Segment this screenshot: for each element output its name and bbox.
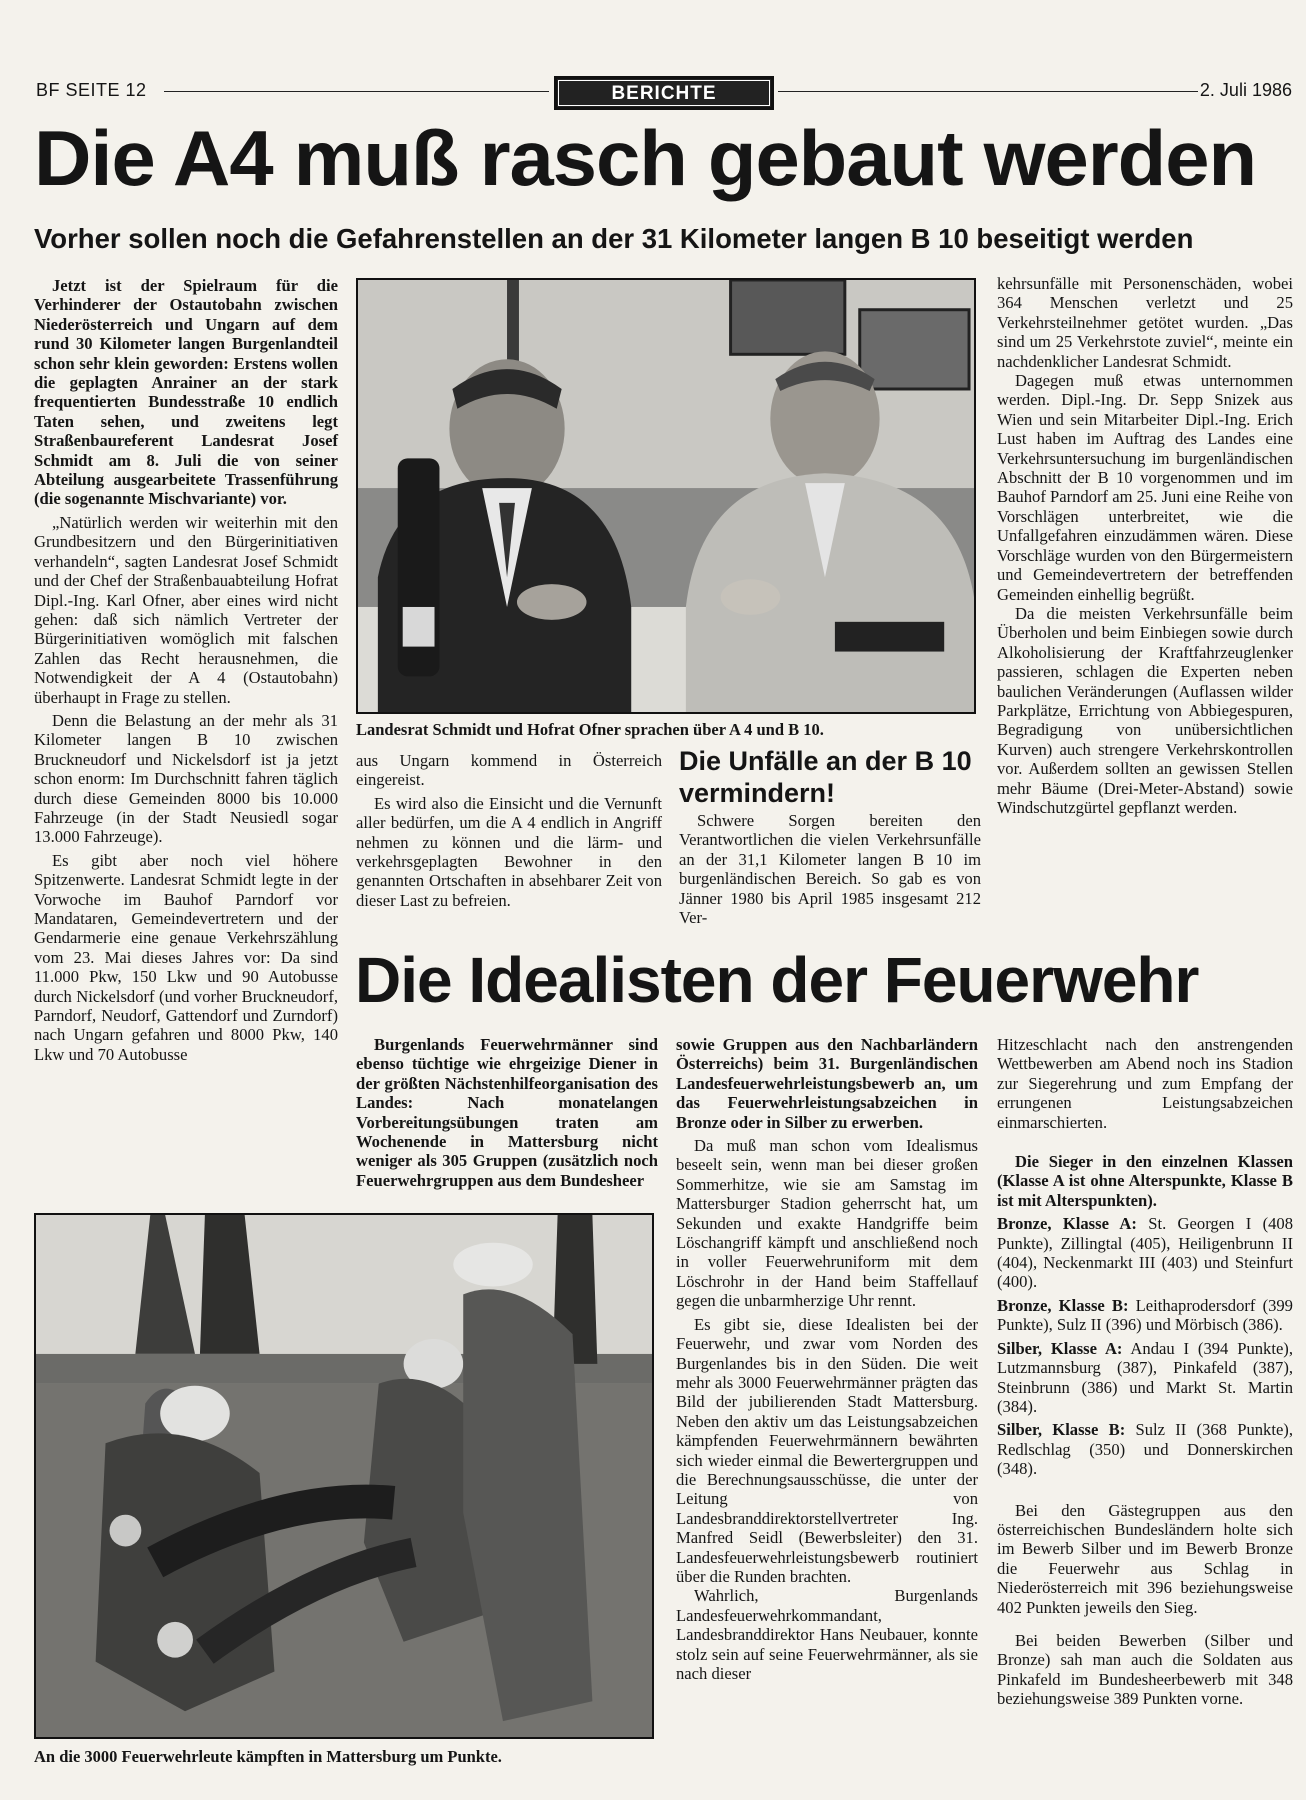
headline: Die A4 muß rasch gebaut werden bbox=[34, 114, 1257, 202]
article1-paragraph: Es wird also die Einsicht und die Vernunft aller bedürfen, um die A 4 endlich in Angriff nehmen zu können und die lärm- und verkehrsgeplagten Bewohner in den genannten Ortschaften in absehbarer Zeit von dieser Last zu befreien. bbox=[356, 793, 662, 910]
folio-rule-right bbox=[778, 91, 1198, 92]
winner-entry: Bronze, Klasse B: Leithaprodersdorf (399 Punkte), Sulz II (396) und Mörbisch (386). bbox=[997, 1295, 1293, 1335]
subheadline: Vorher sollen noch die Gefahrenstellen an der 31 Kilometer langen B 10 beseitigt werden bbox=[34, 223, 1194, 254]
article1-column-1 bbox=[34, 276, 338, 1064]
article2-paragraph: Wahrlich, Burgenlands Landesfeuerwehrkommandant, Landesbranddirektor Hans Neubauer, konnte stolz sein auf seine Feuerwehrmänner, als sie nach dieser bbox=[676, 1586, 978, 1683]
winner-entry: Bronze, Klasse A: St. Georgen I (408 Punkte), Zillingtal (405), Heiligenbrunn II (404), Neckenmarkt III (403) und Steinfurt (400). bbox=[997, 1214, 1293, 1292]
article1-paragraph: Schwere Sorgen bereiten den Verantwortlichen die vielen Verkehrsunfälle an der 31,1 Kilometer langen B 10 im burgenländischen Bereich. So gab es von Jänner 1980 bis April 1985 insgesamt 212 Ver- bbox=[679, 811, 981, 928]
section-label: BERICHTE bbox=[554, 76, 774, 110]
feuerwehr-headline: Die Idealisten der Feuerwehr bbox=[355, 944, 1199, 1016]
crosshead: Die Unfälle an der B 10 vermindern! bbox=[679, 746, 972, 808]
folio-line bbox=[36, 76, 1292, 106]
page-number: BF SEITE 12 bbox=[36, 80, 147, 100]
winner-entry: Silber, Klasse B: Sulz II (368 Punkte), Redlschlag (350) und Donnerskirchen (348). bbox=[997, 1420, 1293, 1479]
firefighters-photo-caption: An die 3000 Feuerwehrleute kämpften in Mattersburg um Punkte. bbox=[34, 1747, 502, 1766]
article1-column-2 bbox=[356, 751, 662, 910]
winners-intro: Die Sieger in den einzelnen Klassen (Klasse A ist ohne Alterspunkte, Klasse B ist mit Alterspunkten). bbox=[997, 1152, 1293, 1210]
article1-paragraph: Da die meisten Verkehrsunfälle beim Überholen und beim Einbiegen sowie durch Alkoholisierung der Kraftfahrzeuglenker passieren, schlagen die Experten neben baulichen Veränderungen (Auflassen wilder Parkplätze, Errichtung von Abbiegespuren, Begradigung von unübersichtlichen Kurven) auch strengere Verkehrskontrollen vor. Außerdem sollten an gewissen Stellen mehr Bäume (Drei-Meter-Abstand) sowie Windschutzgürtel gepflanzt werden. bbox=[997, 603, 1293, 817]
article2-column-3 bbox=[997, 1035, 1293, 1709]
article2-paragraph: Bei den Gästegruppen aus den österreichischen Bundesländern holte sich im Bewerb Silber und im Bewerb Bronze die Feuerwehr aus Schlag in Niederösterreich mit 396 beziehungsweise 402 Punkten jeweils den Sieg. bbox=[997, 1500, 1293, 1617]
folio-rule-left bbox=[164, 91, 549, 92]
article2-paragraph: Es gibt sie, diese Idealisten bei der Feuerwehr, und zwar vom Norden des Burgenlandes bis in den Süden. Die weit mehr als 3000 Feuerwehrmänner prägten das Bild der jubilierenden Stadt Mattersburg. Neben den aktiv um das Leistungsabzeichen kämpfenden Feuerwehrmännern bewährten sich wieder einmal die Bewertergruppen und die Berechnungsausschüsse, die unter der Leitung von Landesbranddirektorstellvertreter Ing. Manfred Seidl (Bewerbsleiter) den 31. Landesfeuerwehrleistungsbewerb routiniert über die Runden brachten. bbox=[676, 1314, 978, 1586]
article2-paragraph: Da muß man schon vom Idealismus beseelt sein, wenn man bei dieser großen Sommerhitze, wie sie am Samstag im Mattersburger Stadion geherrscht hat, um Sekunden und exakte Handgriffe beim Löschangriff kämpft und anschließend noch in voller Feuerwehruniform mit dem Löschrohr in der Hand beim Staffellauf gegen die unbarmherzige Uhr rennt. bbox=[676, 1136, 978, 1311]
politicians-photo bbox=[356, 278, 976, 714]
article1-column-3 bbox=[679, 811, 981, 927]
article1-paragraph: „Natürlich werden wir weiterhin mit den Grundbesitzern und den Bürgerinitiativen verhandeln“, sagten Landesrat Josef Schmidt und der Chef der Straßenbauabteilung Hofrat Dipl.-Ing. Karl Ofner, aber eines wird nicht gehen: daß sich nämlich Vertreter der Bürgerinitiativen womöglich mit falschen Zahlen das Recht herausnehmen, die Notwendigkeit der A 4 (Ostautobahn) überhaupt in Frage zu stellen. bbox=[34, 512, 338, 707]
article2-column-2 bbox=[676, 1035, 978, 1683]
article1-paragraph: Denn die Belastung an der mehr als 31 Kilometer langen B 10 zwischen Bruckneudorf und Nickelsdorf ist ja jetzt schon enorm: Im Durchschnitt fahren täglich durch diese Gemeinden 8000 bis 10.000 Fahrzeuge (in der Stadt Neusiedl sogar 13.000 Fahrzeuge). bbox=[34, 710, 338, 847]
article2-paragraph: Bei beiden Bewerben (Silber und Bronze) sah man auch die Soldaten aus Pinkafeld im Bundesheerbewerb mit 348 beziehungsweise 389 Punkten vorne. bbox=[997, 1630, 1293, 1709]
article1-lead: Jetzt ist der Spielraum für die Verhinderer der Ostautobahn zwischen Niederösterreich und Ungarn auf dem rund 30 Kilometer langen Burgenlandteil schon sehr klein geworden: Erstens wollen die geplagten Anrainer an der stark frequentierten Bundesstraße 10 endlich Taten sehen, und zweitens legt Straßenbaureferent Landesrat Josef Schmidt am 8. Juli die von seiner Abteilung ausgearbeitete Trassenführung (die sogenannte Mischvariante) vor. bbox=[34, 276, 338, 509]
winner-entry: Silber, Klasse A: Andau I (394 Punkte), Lutzmannsburg (387), Pinkafeld (387), Steinbrunn (386) und Markt St. Martin (384). bbox=[997, 1338, 1293, 1416]
article2-paragraph: Hitzeschlacht nach den anstrengenden Wettbewerben am Abend noch ins Stadion zur Siegerehrung und zum Empfang der errungenen Leistungsabzeichen einmarschierten. bbox=[997, 1035, 1293, 1132]
issue-date: 2. Juli 1986 bbox=[1199, 80, 1292, 100]
firefighters-photo bbox=[34, 1213, 654, 1739]
article1-paragraph: Es gibt aber noch viel höhere Spitzenwerte. Landesrat Schmidt legte in der Vorwoche im Bauhof Parndorf vor Mandataren, Gemeindevertretern und der Gendarmerie eine genaue Verkehrszählung vom 23. Mai dieses Jahres vor: Da sind 11.000 Pkw, 150 Lkw und 90 Autobusse durch Nickelsdorf (und vorher Bruckneudorf, Parndorf, Neudorf, Gattendorf und Zurndorf) nach Ungarn gefahren und 8000 Pkw, 140 Lkw und 70 Autobusse bbox=[34, 850, 338, 1064]
article2-lead-column bbox=[356, 1035, 658, 1190]
article1-paragraph: aus Ungarn kommend in Österreich eingereist. bbox=[356, 751, 662, 790]
article2-lead: Burgenlands Feuerwehrmänner sind ebenso tüchtige wie ehrgeizige Diener in der größten Nächstenhilfeorganisation des Landes: Nach monatelangen Vorbereitungsübungen traten am Wochenende in Mattersburg nicht weniger als 305 Gruppen (zusätzlich noch Feuerwehrgruppen aus dem Bundesheer bbox=[356, 1035, 658, 1190]
politicians-photo-caption: Landesrat Schmidt und Hofrat Ofner sprachen über A 4 und B 10. bbox=[356, 720, 824, 739]
article1-paragraph: kehrsunfälle mit Personenschäden, wobei 364 Menschen verletzt und 25 Verkehrsteilnehmer getötet wurden. „Das sind um 25 Verkehrstote zuviel“, meinte ein nachdenklicher Landesrat Schmidt. bbox=[997, 274, 1293, 371]
article1-paragraph: Dagegen muß etwas unternommen werden. Dipl.-Ing. Dr. Sepp Snizek aus Wien und sein Mitarbeiter Dipl.-Ing. Erich Lust haben im Auftrag des Landes eine Verkehrsuntersuchung im burgenländischen Abschnitt der B 10 vorgenommen und im Bauhof Parndorf am 25. Juni eine Reihe von Vorschlägen unterbreitet, wie die Unfallgefahren einzudämmen wären. Diese Vorschläge wurden von den Bürgermeistern und Gemeindevertretern der betreffenden Gemeinden einhellig begrüßt. bbox=[997, 371, 1293, 604]
article2-lead-continued: sowie Gruppen aus den Nachbarländern Österreichs) beim 31. Burgenländischen Landesfeuerwehrleistungsbewerb an, um das Feuerwehrleistungsabzeichen in Bronze oder in Silber zu erwerben. bbox=[676, 1035, 978, 1132]
article1-column-4 bbox=[997, 274, 1293, 817]
